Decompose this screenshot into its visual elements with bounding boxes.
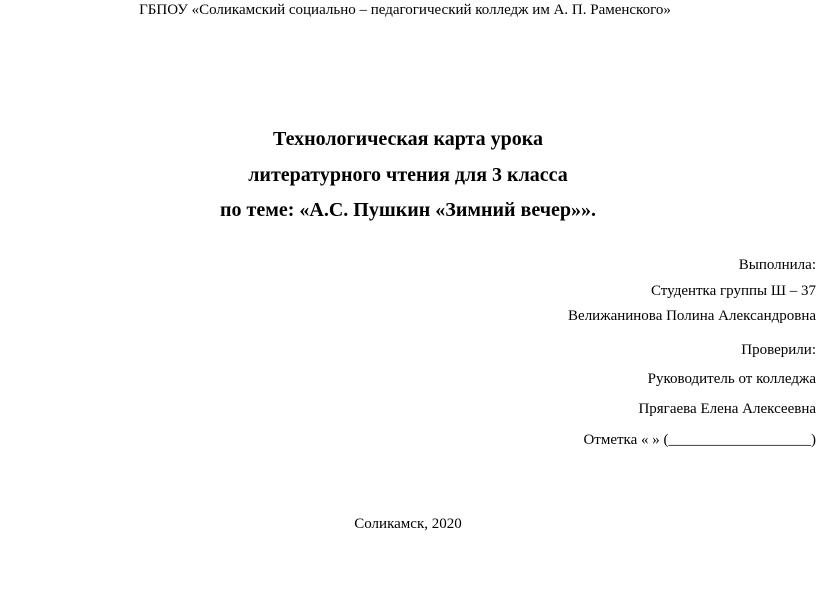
- title-line-2: литературного чтения для 3 класса: [248, 164, 568, 186]
- author-name: Велижанинова Полина Александровна: [568, 308, 816, 324]
- reviewers-label: Проверили:: [741, 342, 816, 358]
- institution-header: [0, 0, 816, 20]
- grade-line: Отметка « » (___________________): [583, 432, 816, 448]
- reviewer-role: Руководитель от колледжа: [647, 371, 816, 387]
- title-line-1: Технологическая карта урока: [273, 128, 543, 150]
- author-group: Студентка группы Ш – 37: [650, 283, 816, 299]
- author-label: Выполнила:: [738, 257, 816, 273]
- reviewer-name: Прягаева Елена Алексеевна: [638, 401, 816, 417]
- place-year: Соликамск, 2020: [354, 516, 462, 532]
- title-line-3: по теме: «А.С. Пушкин «Зимний вечер»».: [219, 199, 596, 221]
- institution-name: ГБПОУ «Соликамский социально – педагогический колледж им А. П. Раменского»: [139, 2, 671, 18]
